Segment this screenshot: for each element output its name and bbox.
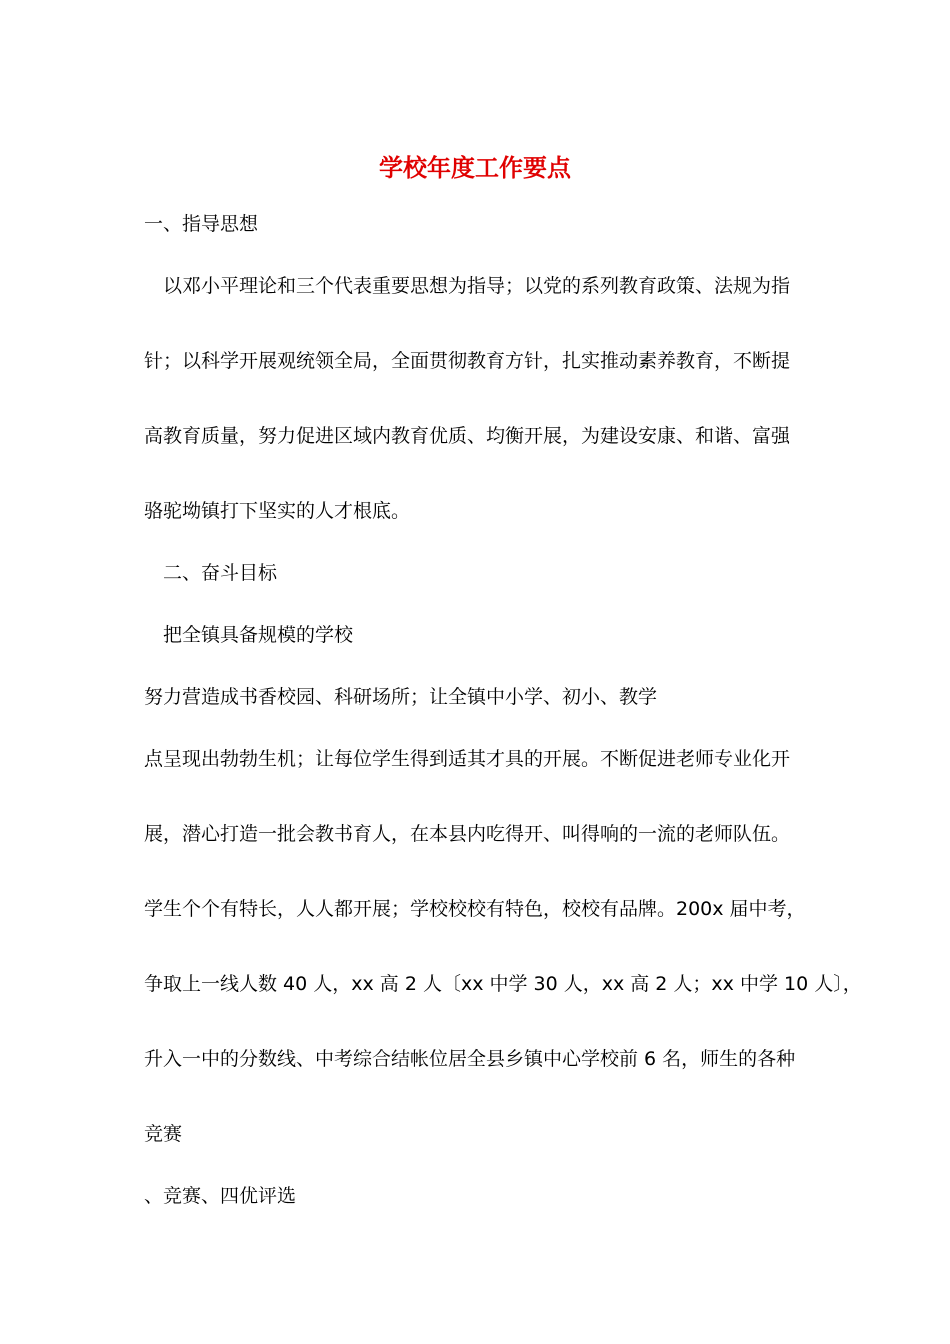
paragraph-line: 把全镇具备规模的学校 xyxy=(144,624,354,646)
paragraph-line: 骆驼坳镇打下坚实的人才根底。 xyxy=(144,500,411,522)
section-heading-goals: 二、奋斗目标 xyxy=(144,562,278,584)
paragraph-line: 努力营造成书香校园、科研场所；让全镇中小学、初小、教学 xyxy=(144,686,658,708)
paragraph-line: 点呈现出勃勃生机；让每位学生得到适其才具的开展。不断促进老师专业化开 xyxy=(144,748,791,770)
paragraph-line: 、竞赛、四优评选 xyxy=(144,1185,297,1207)
paragraph-line: 针；以科学开展观统领全局，全面贯彻教育方针，扎实推动素养教育，不断提 xyxy=(144,350,791,372)
section-heading-guiding-ideology: 一、指导思想 xyxy=(144,213,259,235)
paragraph-line: 升入一中的分数线、中考综合结帐位居全县乡镇中心学校前 6 名，师生的各种 xyxy=(144,1048,796,1070)
document-title: 学校年度工作要点 xyxy=(379,153,571,182)
paragraph-line: 竞赛 xyxy=(144,1123,183,1145)
paragraph-line: 争取上一线人数 40 人，xx 高 2 人〔xx 中学 30 人，xx 高 2 人；xx 中学 10 人〕， xyxy=(144,973,862,995)
paragraph-line: 展，潜心打造一批会教书育人，在本县内吃得开、叫得响的一流的老师队伍。 xyxy=(144,823,791,845)
paragraph-line: 以邓小平理论和三个代表重要思想为指导；以党的系列教育政策、法规为指 xyxy=(144,275,791,297)
paragraph-line: 高教育质量，努力促进区域内教育优质、均衡开展，为建设安康、和谐、富强 xyxy=(144,425,791,447)
paragraph-line: 学生个个有特长，人人都开展；学校校校有特色，校校有品牌。200x 届中考， xyxy=(144,898,806,920)
